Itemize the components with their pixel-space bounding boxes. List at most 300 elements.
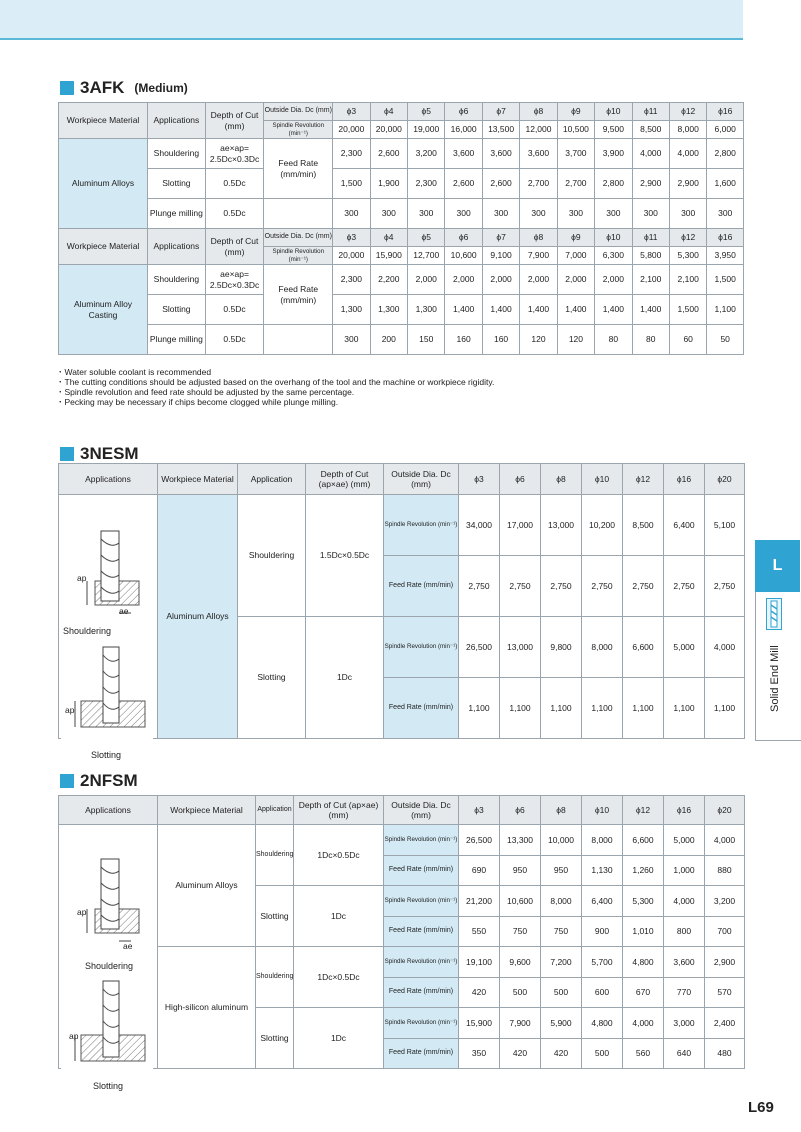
spindle-value: 3,200: [705, 886, 745, 917]
feed-value: 1,100: [500, 678, 541, 739]
feed-value: 1,300: [408, 295, 445, 325]
feed-value: 1,100: [705, 678, 745, 739]
feed-value: 160: [445, 325, 482, 355]
header-workpiece-material: Workpiece Material: [59, 103, 148, 139]
application: Shouldering: [238, 495, 306, 617]
feed-value: 2,300: [333, 139, 370, 169]
feed-label: Feed Rate (mm/min): [384, 678, 459, 739]
page-number: L69: [748, 1099, 774, 1116]
feed-value: 3,700: [557, 139, 594, 169]
spindle-value: 6,400: [582, 886, 623, 917]
feed-value: 2,600: [445, 169, 482, 199]
application: Slotting: [256, 886, 294, 947]
dim-ae: ae: [119, 606, 129, 616]
header-dia: ϕ8: [520, 229, 557, 247]
workpiece-material: High-silicon aluminum: [158, 947, 256, 1069]
feed-value: 640: [664, 1038, 705, 1069]
feed-value: 1,300: [370, 295, 407, 325]
spindle-value: 5,300: [669, 247, 706, 265]
header-dia: ϕ5: [408, 103, 445, 121]
header-depth-of-cut: Depth of Cut (ap×ae) (mm): [306, 464, 384, 495]
header-dia: ϕ3: [459, 796, 500, 825]
spindle-value: 12,700: [408, 247, 445, 265]
spindle-value: 10,600: [500, 886, 541, 917]
header-applications: Applications: [59, 464, 158, 495]
feed-value: 2,600: [482, 169, 519, 199]
feed-value: 550: [459, 916, 500, 947]
section-subtitle: (Medium): [134, 81, 188, 95]
header-dia: ϕ6: [500, 796, 541, 825]
feed-value: 1,000: [664, 855, 705, 886]
spindle-value: 16,000: [445, 121, 482, 139]
workpiece-material: Aluminum Alloy Casting: [59, 265, 148, 355]
header-dia: ϕ16: [707, 103, 744, 121]
feed-value: 1,400: [482, 295, 519, 325]
feed-value: 2,300: [333, 265, 370, 295]
spindle-value: 12,000: [520, 121, 557, 139]
header-workpiece-material: Workpiece Material: [158, 464, 238, 495]
feed-value: 500: [500, 977, 541, 1008]
feed-value: 2,000: [557, 265, 594, 295]
feed-value: 350: [459, 1038, 500, 1069]
spindle-value: 10,000: [541, 825, 582, 856]
header-dia: ϕ3: [459, 464, 500, 495]
feed-value: 1,600: [707, 169, 744, 199]
spindle-value: 13,000: [541, 495, 582, 556]
section-title-2nfsm: [60, 771, 138, 791]
feed-label: Feed Rate (mm/min): [384, 1038, 459, 1069]
section-name: 2NFSM: [80, 771, 138, 790]
depth-of-cut: 1Dc: [294, 886, 384, 947]
header-applications: Applications: [59, 796, 158, 825]
header-outside-dia: Outside Dia. Dc (mm): [264, 229, 333, 247]
workpiece-material: Aluminum Alloys: [59, 139, 148, 229]
header-application: Application: [238, 464, 306, 495]
feed-value: 300: [482, 199, 519, 229]
feed-value: 800: [664, 916, 705, 947]
application: Plunge milling: [148, 325, 206, 355]
feed-value: 2,750: [664, 556, 705, 617]
spindle-value: 2,400: [705, 1008, 745, 1039]
spindle-value: 6,400: [664, 495, 705, 556]
label-shouldering: Shouldering: [85, 961, 134, 971]
feed-value: 1,100: [541, 678, 582, 739]
feed-value: 2,800: [595, 169, 632, 199]
spindle-value: 4,800: [623, 947, 664, 978]
feed-value: 2,900: [669, 169, 706, 199]
depth-of-cut: 1Dc×0.5Dc: [294, 947, 384, 1008]
spindle-value: 4,000: [705, 825, 745, 856]
header-outside-dia: Outside Dia. Dc (mm): [384, 796, 459, 825]
feed-value: 1,500: [707, 265, 744, 295]
section-marker: [60, 81, 74, 95]
spindle-value: 7,900: [520, 247, 557, 265]
feed-rate-label: Feed Rate (mm/min): [264, 265, 333, 325]
header-applications: Applications: [148, 229, 206, 265]
section-marker: [60, 447, 74, 461]
feed-value: 120: [520, 325, 557, 355]
spindle-value: 8,000: [541, 886, 582, 917]
spindle-value: 9,100: [482, 247, 519, 265]
feed-label: Feed Rate (mm/min): [384, 916, 459, 947]
header-dia: ϕ7: [482, 229, 519, 247]
feed-value: 2,700: [520, 169, 557, 199]
spindle-value: 15,900: [370, 247, 407, 265]
index-tab: L: [755, 540, 800, 592]
feed-value: 560: [623, 1038, 664, 1069]
feed-value: 690: [459, 855, 500, 886]
spindle-value: 9,600: [500, 947, 541, 978]
spindle-value: 5,800: [632, 247, 669, 265]
feed-value: 50: [707, 325, 744, 355]
feed-value: 300: [557, 199, 594, 229]
header-dia: ϕ12: [623, 796, 664, 825]
feed-value: 80: [632, 325, 669, 355]
feed-value: 2,600: [370, 139, 407, 169]
spindle-value: 5,300: [623, 886, 664, 917]
header-dia: ϕ6: [500, 464, 541, 495]
header-dia: ϕ7: [482, 103, 519, 121]
header-dia: ϕ5: [408, 229, 445, 247]
spindle-value: 4,800: [582, 1008, 623, 1039]
header-dia: ϕ16: [664, 464, 705, 495]
spindle-value: 3,600: [664, 947, 705, 978]
header-dia: ϕ12: [669, 229, 706, 247]
feed-value: 60: [669, 325, 706, 355]
spindle-value: 6,600: [623, 617, 664, 678]
spindle-value: 26,500: [459, 617, 500, 678]
depth-of-cut: 0.5Dc: [205, 295, 264, 325]
empty-cell: [264, 325, 333, 355]
feed-value: 1,130: [582, 855, 623, 886]
feed-value: 2,000: [482, 265, 519, 295]
section-title-3nesm: [60, 444, 139, 464]
spindle-value: 13,300: [500, 825, 541, 856]
feed-value: 300: [707, 199, 744, 229]
header-dia: ϕ4: [370, 229, 407, 247]
header-dia: ϕ6: [445, 103, 482, 121]
header-dia: ϕ16: [664, 796, 705, 825]
section-title-3afk: [60, 78, 188, 98]
section-name: 3AFK: [80, 78, 125, 97]
header-dia: ϕ4: [370, 103, 407, 121]
feed-value: 300: [333, 325, 370, 355]
feed-value: 1,100: [582, 678, 623, 739]
spindle-value: 9,800: [541, 617, 582, 678]
spindle-value: 3,950: [707, 247, 744, 265]
feed-value: 2,100: [632, 265, 669, 295]
feed-value: 1,500: [669, 295, 706, 325]
workpiece-material: Aluminum Alloys: [158, 825, 256, 947]
header-dia: ϕ16: [707, 229, 744, 247]
spindle-value: 5,000: [664, 825, 705, 856]
spindle-value: 4,000: [705, 617, 745, 678]
header-dia: ϕ12: [669, 103, 706, 121]
feed-value: 4,000: [669, 139, 706, 169]
slotting-diagram: [61, 641, 153, 753]
header-dia: ϕ9: [557, 103, 594, 121]
spindle-label: Spindle Revolution (min⁻¹): [384, 1008, 459, 1039]
feed-value: 2,000: [445, 265, 482, 295]
dim-ap: ap: [77, 907, 87, 917]
table-2nfsm: [58, 795, 745, 1091]
spindle-value: 4,000: [623, 1008, 664, 1039]
table-3nesm: [58, 463, 745, 760]
feed-value: 1,400: [632, 295, 669, 325]
feed-value: 480: [705, 1038, 745, 1069]
application: Shouldering: [256, 947, 294, 1008]
feed-value: 1,400: [520, 295, 557, 325]
table-3afk: [58, 102, 744, 355]
feed-value: 300: [333, 199, 370, 229]
spindle-value: 8,500: [632, 121, 669, 139]
header-dia: ϕ11: [632, 103, 669, 121]
spindle-value: 10,500: [557, 121, 594, 139]
spindle-value: 15,900: [459, 1008, 500, 1039]
spindle-value: 2,900: [705, 947, 745, 978]
spindle-label: Spindle Revolution (min⁻¹): [384, 825, 459, 856]
header-outside-dia: Outside Dia. Dc (mm): [384, 464, 459, 495]
header-dia: ϕ10: [595, 103, 632, 121]
spindle-value: 19,100: [459, 947, 500, 978]
feed-value: 500: [582, 1038, 623, 1069]
spindle-value: 10,600: [445, 247, 482, 265]
feed-value: 700: [705, 916, 745, 947]
header-depth-of-cut: Depth of Cut (ap×ae) (mm): [294, 796, 384, 825]
spindle-value: 9,500: [595, 121, 632, 139]
feed-value: 1,500: [333, 169, 370, 199]
empty-cell: [264, 199, 333, 229]
depth-of-cut: 0.5Dc: [205, 169, 264, 199]
header-depth-of-cut: Depth of Cut (mm): [205, 229, 264, 265]
note: ・The cutting conditions should be adjusted based on the overhang of the tool and the machine or workpiece rigidity.: [56, 377, 495, 387]
feed-value: 2,200: [370, 265, 407, 295]
header-dia: ϕ8: [541, 464, 582, 495]
application: Plunge milling: [148, 199, 206, 229]
header-dia: ϕ10: [582, 796, 623, 825]
feed-value: 500: [541, 977, 582, 1008]
feed-value: 900: [582, 916, 623, 947]
spindle-value: 5,700: [582, 947, 623, 978]
feed-value: 2,300: [408, 169, 445, 199]
header-outside-dia: Outside Dia. Dc (mm): [264, 103, 333, 121]
dim-ap: ap: [69, 1031, 79, 1041]
feed-value: 300: [632, 199, 669, 229]
feed-value: 300: [669, 199, 706, 229]
dim-ap: ap: [65, 705, 75, 715]
section-name: 3NESM: [80, 444, 139, 463]
feed-value: 3,600: [445, 139, 482, 169]
feed-value: 570: [705, 977, 745, 1008]
spindle-value: 6,000: [707, 121, 744, 139]
feed-value: 300: [520, 199, 557, 229]
feed-value: 880: [705, 855, 745, 886]
application: Shouldering: [256, 825, 294, 886]
spindle-value: 5,900: [541, 1008, 582, 1039]
spindle-value: 7,000: [557, 247, 594, 265]
feed-value: 600: [582, 977, 623, 1008]
feed-value: 3,600: [520, 139, 557, 169]
feed-value: 1,400: [445, 295, 482, 325]
feed-value: 950: [541, 855, 582, 886]
feed-value: 120: [557, 325, 594, 355]
header-dia: ϕ8: [520, 103, 557, 121]
feed-value: 2,700: [557, 169, 594, 199]
application: Slotting: [256, 1008, 294, 1069]
spindle-value: 4,000: [664, 886, 705, 917]
header-workpiece-material: Workpiece Material: [158, 796, 256, 825]
feed-value: 2,750: [459, 556, 500, 617]
spindle-value: 10,200: [582, 495, 623, 556]
feed-value: 420: [541, 1038, 582, 1069]
feed-value: 2,000: [408, 265, 445, 295]
header-dia: ϕ8: [541, 796, 582, 825]
depth-of-cut: 1Dc: [294, 1008, 384, 1069]
spindle-value: 8,000: [582, 617, 623, 678]
feed-label: Feed Rate (mm/min): [384, 977, 459, 1008]
spindle-value: 6,600: [623, 825, 664, 856]
feed-value: 1,100: [459, 678, 500, 739]
application: Shouldering: [148, 265, 206, 295]
depth-of-cut: 1Dc×0.5Dc: [294, 825, 384, 886]
dim-ae: ae: [123, 941, 133, 951]
header-workpiece-material: Workpiece Material: [59, 229, 148, 265]
spindle-value: 5,000: [664, 617, 705, 678]
spindle-value: 5,100: [705, 495, 745, 556]
feed-value: 4,000: [632, 139, 669, 169]
note: ・Pecking may be necessary if chips become clogged while plunge milling.: [56, 397, 339, 407]
feed-value: 1,300: [333, 295, 370, 325]
feed-value: 770: [664, 977, 705, 1008]
workpiece-material: Aluminum Alloys: [158, 495, 238, 739]
feed-value: 1,400: [595, 295, 632, 325]
feed-value: 160: [482, 325, 519, 355]
feed-label: Feed Rate (mm/min): [384, 855, 459, 886]
feed-value: 420: [459, 977, 500, 1008]
depth-of-cut: ae×ap= 2.5Dc×0.3Dc: [205, 139, 264, 169]
header-dia: ϕ11: [632, 229, 669, 247]
spindle-value: 3,000: [664, 1008, 705, 1039]
feed-value: 420: [500, 1038, 541, 1069]
header-dia: ϕ9: [557, 229, 594, 247]
feed-value: 1,260: [623, 855, 664, 886]
spindle-value: 6,300: [595, 247, 632, 265]
spindle-value: 20,000: [370, 121, 407, 139]
header-applications: Applications: [148, 103, 206, 139]
spindle-value: 21,200: [459, 886, 500, 917]
feed-value: 3,900: [595, 139, 632, 169]
side-label: Solid End Mill: [769, 645, 781, 712]
feed-value: 1,100: [707, 295, 744, 325]
depth-of-cut: ae×ap= 2.5Dc×0.3Dc: [205, 265, 264, 295]
feed-label: Feed Rate (mm/min): [384, 556, 459, 617]
spindle-value: 8,500: [623, 495, 664, 556]
header-dia: ϕ10: [595, 229, 632, 247]
application: Slotting: [238, 617, 306, 739]
header-application: Application: [256, 796, 294, 825]
application: Slotting: [148, 169, 206, 199]
spindle-label: Spindle Revolution (min⁻¹): [384, 886, 459, 917]
header-spindle-revolution: Spindle Revolution (min⁻¹): [264, 247, 333, 265]
feed-value: 2,750: [623, 556, 664, 617]
feed-value: 750: [500, 916, 541, 947]
header-dia: ϕ12: [623, 464, 664, 495]
spindle-value: 34,000: [459, 495, 500, 556]
feed-value: 1,010: [623, 916, 664, 947]
header-dia: ϕ10: [582, 464, 623, 495]
feed-value: 150: [408, 325, 445, 355]
note: ・Water soluble coolant is recommended: [56, 367, 212, 377]
feed-value: 670: [623, 977, 664, 1008]
header-dia: ϕ3: [333, 229, 370, 247]
header-dia: ϕ20: [705, 796, 745, 825]
spindle-value: 17,000: [500, 495, 541, 556]
depth-of-cut: 0.5Dc: [205, 325, 264, 355]
spindle-value: 8,000: [669, 121, 706, 139]
header-dia: ϕ3: [333, 103, 370, 121]
header-spindle-revolution: Spindle Revolution (min⁻¹): [264, 121, 333, 139]
header-dia: ϕ6: [445, 229, 482, 247]
spindle-value: 8,000: [582, 825, 623, 856]
depth-of-cut: 1Dc: [306, 617, 384, 739]
feed-value: 750: [541, 916, 582, 947]
label-slotting: Slotting: [91, 750, 122, 760]
spindle-value: 20,000: [333, 121, 370, 139]
header-dia: ϕ20: [705, 464, 745, 495]
spindle-label: Spindle Revolution (min⁻¹): [384, 617, 459, 678]
spindle-value: 7,200: [541, 947, 582, 978]
section-marker: [60, 774, 74, 788]
feed-value: 1,400: [557, 295, 594, 325]
feed-value: 2,800: [707, 139, 744, 169]
application: Shouldering: [148, 139, 206, 169]
feed-value: 300: [408, 199, 445, 229]
feed-value: 2,750: [705, 556, 745, 617]
application: Slotting: [148, 295, 206, 325]
feed-value: 2,750: [541, 556, 582, 617]
feed-value: 3,200: [408, 139, 445, 169]
spindle-value: 19,000: [408, 121, 445, 139]
feed-value: 300: [595, 199, 632, 229]
spindle-value: 13,500: [482, 121, 519, 139]
feed-value: 300: [445, 199, 482, 229]
feed-value: 80: [595, 325, 632, 355]
shouldering-diagram: [61, 851, 153, 963]
notes: [56, 367, 494, 407]
feed-value: 300: [370, 199, 407, 229]
spindle-label: Spindle Revolution (min⁻¹): [384, 495, 459, 556]
feed-value: 950: [500, 855, 541, 886]
feed-value: 2,000: [595, 265, 632, 295]
header-depth-of-cut: Depth of Cut (mm): [205, 103, 264, 139]
label-slotting: Slotting: [93, 1081, 124, 1091]
dim-ap: ap: [77, 573, 87, 583]
feed-value: 1,900: [370, 169, 407, 199]
depth-of-cut: 0.5Dc: [205, 199, 264, 229]
spindle-value: 20,000: [333, 247, 370, 265]
header-band: [0, 0, 743, 40]
feed-value: 2,900: [632, 169, 669, 199]
spindle-value: 13,000: [500, 617, 541, 678]
feed-value: 1,100: [623, 678, 664, 739]
illustration-cell: [59, 495, 158, 760]
illustration-cell: [59, 825, 158, 1091]
feed-value: 2,750: [582, 556, 623, 617]
spindle-value: 26,500: [459, 825, 500, 856]
label-shouldering: Shouldering: [63, 626, 112, 636]
spindle-value: 7,900: [500, 1008, 541, 1039]
shouldering-diagram: [61, 523, 153, 635]
